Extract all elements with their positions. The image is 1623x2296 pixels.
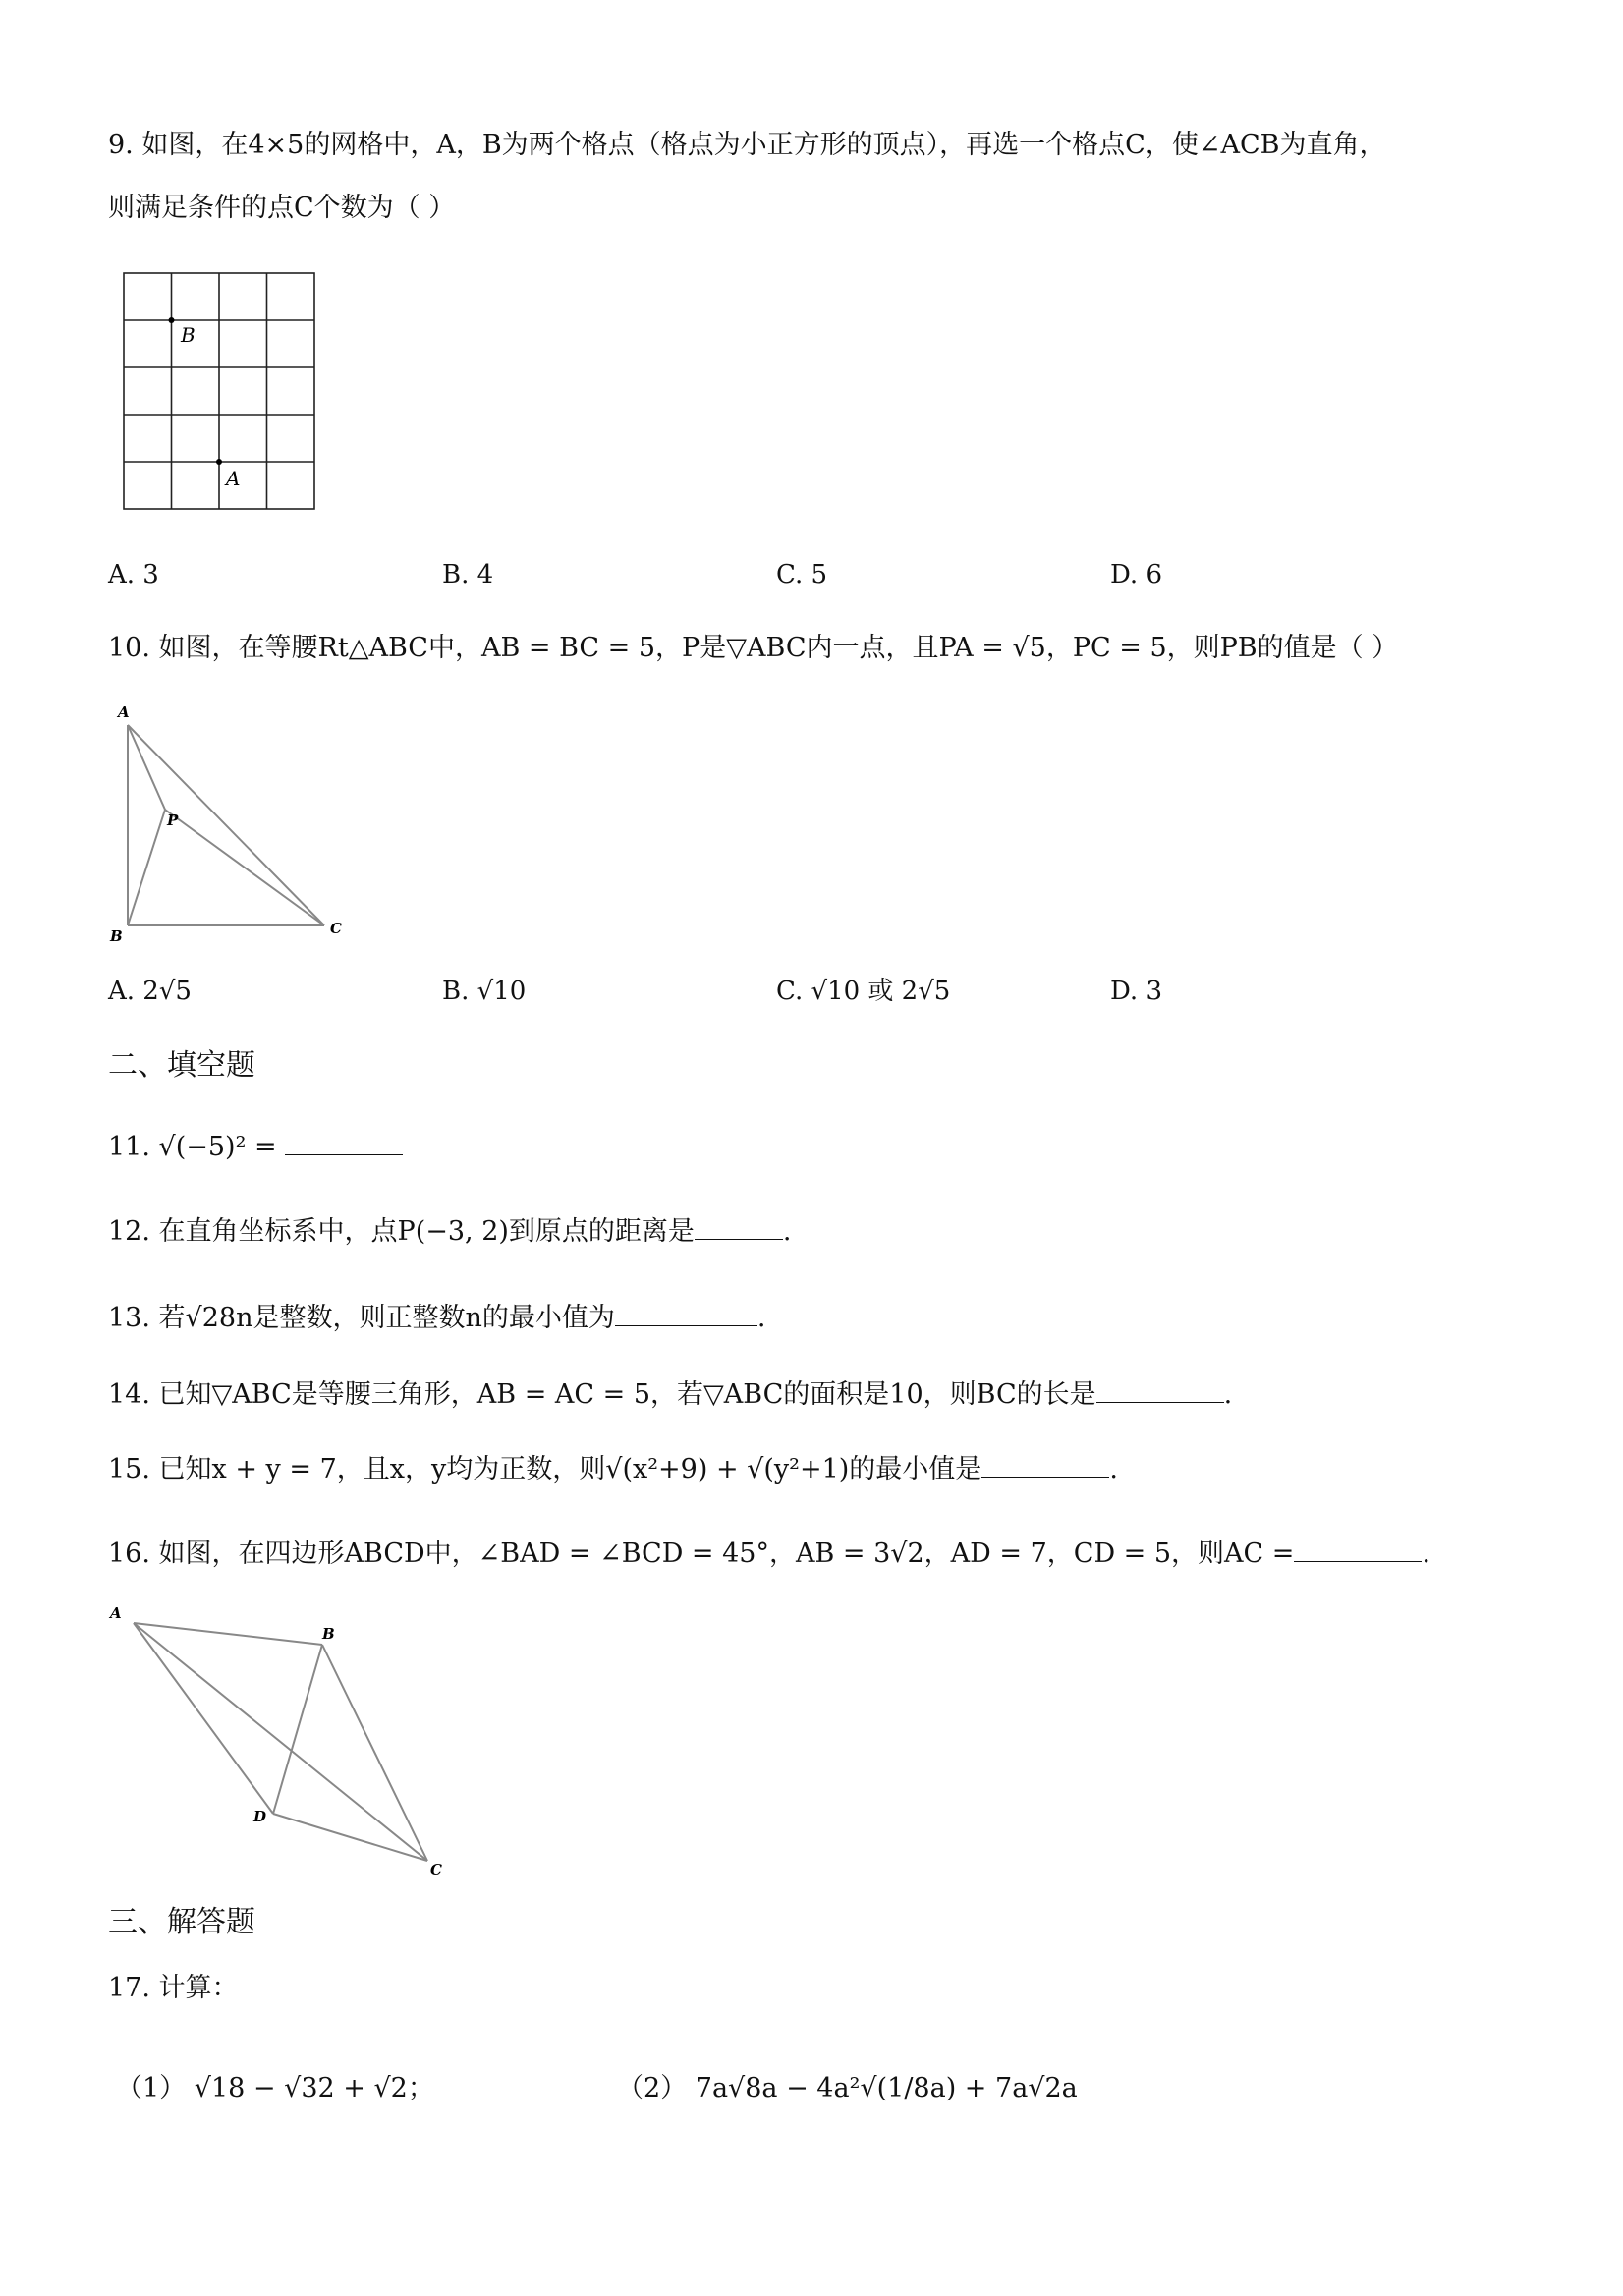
- q10-label-a: A: [118, 703, 130, 721]
- point-a-dot: [216, 459, 222, 465]
- q10-option-c: C. √10 或 2√5: [776, 977, 951, 1006]
- q11-text: 11. √(−5)² =: [108, 1132, 277, 1162]
- q13-line: 13. 若√28n是整数，则正整数n的最小值为 .: [108, 1299, 765, 1331]
- q15-line: 15. 已知x + y = 7，且x，y均为正数，则√(x²+9) + √(y²+1)的最小值是 .: [108, 1450, 1118, 1483]
- point-b-dot: [169, 317, 175, 323]
- q16-line: 16. 如图，在四边形ABCD中，∠BAD = ∠BCD = 45°，AB = 3√2，AD = 7，CD = 5，则AC = .: [108, 1535, 1430, 1567]
- q13-text: 13. 若√28n是整数，则正整数n的最小值为: [108, 1303, 615, 1333]
- q15-answer-blank: [981, 1450, 1109, 1478]
- q12-text: 12. 在直角坐标系中，点P(−3, 2)到原点的距离是: [108, 1216, 695, 1247]
- q14-text: 14. 已知▽ABC是等腰三角形，AB = AC = 5，若▽ABC的面积是10，则BC的长是: [108, 1379, 1096, 1410]
- q16-label-b: B: [322, 1625, 335, 1643]
- q17-title: 17. 计算：: [108, 1973, 239, 2003]
- q9-option-b: B. 4: [442, 560, 494, 589]
- q9-stem-line1: 9. 如图，在4×5的网格中，A，B为两个格点（格点为小正方形的顶点），再选一个格点C，使∠ACB为直角，: [108, 130, 1386, 160]
- q16-quadrilateral-figure: [106, 1603, 460, 1883]
- q16-label-a: A: [110, 1604, 122, 1622]
- q14-line: 14. 已知▽ABC是等腰三角形，AB = AC = 5，若▽ABC的面积是10，则BC的长是 .: [108, 1375, 1232, 1408]
- q10-stem: 10. 如图，在等腰Rt△ABC中，AB = BC = 5，P是▽ABC内一点，且PA = √5，PC = 5，则PB的值是（ ）: [108, 633, 1399, 663]
- q10-triangle-figure: [106, 700, 362, 947]
- q11-line: [108, 1128, 403, 1160]
- q9-option-a: A. 3: [108, 560, 159, 589]
- q9-option-c: C. 5: [776, 560, 828, 589]
- q15-text: 15. 已知x + y = 7，且x，y均为正数，则√(x²+9) + √(y²+1)的最小值是: [108, 1454, 982, 1484]
- q10-option-d: D. 3: [1110, 977, 1162, 1006]
- section-fill-in-blank-heading: 二、填空题: [108, 1048, 255, 1083]
- q10-label-b: B: [110, 927, 123, 945]
- q10-option-b: B. √10: [442, 977, 527, 1006]
- q9-option-d: D. 6: [1110, 560, 1162, 589]
- q16-label-c: C: [430, 1861, 442, 1878]
- q12-line: 12. 在直角坐标系中，点P(−3, 2)到原点的距离是 .: [108, 1212, 792, 1245]
- q16-answer-blank: [1294, 1535, 1422, 1562]
- q16-label-d: D: [253, 1808, 267, 1825]
- q12-answer-blank: [695, 1212, 783, 1240]
- q10-label-c: C: [330, 920, 342, 937]
- q9-label-b: B: [181, 323, 196, 347]
- q17-part2: （2） 7a√8a − 4a²√(1/8a) + 7a√2a: [617, 2073, 1078, 2103]
- q17-part1: （1） √18 − √32 + √2；: [116, 2073, 434, 2103]
- q10-option-a: A. 2√5: [108, 977, 192, 1006]
- q16-text: 16. 如图，在四边形ABCD中，∠BAD = ∠BCD = 45°，AB = 3√2，AD = 7，CD = 5，则AC =: [108, 1539, 1295, 1569]
- q11-answer-blank: [285, 1128, 403, 1155]
- q10-label-p: P: [167, 812, 179, 829]
- q14-answer-blank: [1096, 1375, 1224, 1403]
- section-answer-heading: 三、解答题: [108, 1905, 255, 1939]
- q13-answer-blank: [615, 1299, 757, 1326]
- q9-label-a: A: [226, 467, 241, 490]
- q9-grid-figure: [118, 267, 324, 515]
- q9-stem-line2: 则满足条件的点C个数为（ ）: [108, 193, 456, 223]
